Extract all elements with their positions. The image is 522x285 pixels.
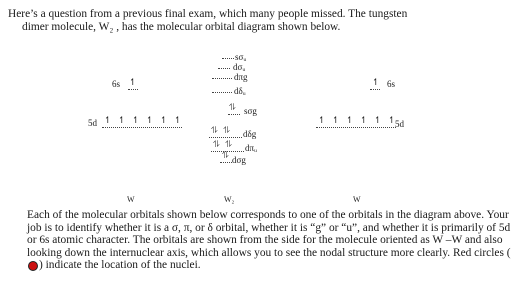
ssigma-g-electrons: ⥮ xyxy=(229,103,236,113)
dsigma-g-electrons: ⥮ xyxy=(222,151,229,161)
ddelta-g-electrons: ⥮ ⥮ xyxy=(211,126,230,136)
right-6s-level xyxy=(370,89,380,90)
mo-dpi-u-label: dπᵤ xyxy=(245,143,257,153)
nucleus-red-circle-icon xyxy=(28,261,38,271)
bottom-w-left: W xyxy=(127,195,135,204)
right-6s-label: 6s xyxy=(387,79,396,89)
intro-line-2: dimer molecule, W₂ , has the molecular orbital diagram shown below. xyxy=(22,20,341,33)
mo-level-dsigma-u xyxy=(218,68,230,69)
question-body xyxy=(27,209,519,272)
question-intro xyxy=(8,8,518,33)
mo-level-ssigma-u xyxy=(222,58,234,59)
right-6s-electron: ↿ xyxy=(372,78,380,88)
left-6s-level xyxy=(128,89,138,90)
left-6s-electron: ↿ xyxy=(129,78,137,88)
right-5d-label: 5d xyxy=(395,119,404,129)
dpi-u-electrons: ⥮ ⥮ xyxy=(213,140,232,150)
mo-ddelta-g-label: dδg xyxy=(243,129,257,139)
body-text: Each of the molecular orbitals shown below corresponds to one of the orbitals in the diagram above. Your job is to identify whether it is a σ, π, or δ orbital, whether it is “g” or “u”, and whether it is primarily of 5d or 6s atomic character. The orbitals are shown from the side for the molecule oriented as W –W and also looking down the internuclear axis, which allows you to see the nodal structure more clearly. Red circles ( xyxy=(27,209,511,259)
left-6s-label: 6s xyxy=(112,79,121,89)
mo-ddelta-u-label: dδᵤ xyxy=(234,86,246,96)
mo-level-dsigma-g xyxy=(220,162,232,163)
mo-level-ddelta-g xyxy=(209,137,242,138)
bottom-w2-center: W₂ xyxy=(224,195,235,204)
mo-level-ddelta-u xyxy=(212,92,232,93)
body-text-end: ) indicate the location of the nuclei. xyxy=(39,259,201,272)
mo-dpi-g-label: dπg xyxy=(234,72,248,82)
bottom-w-right: W xyxy=(353,195,361,204)
mo-ssigma-u-label: sσᵤ xyxy=(235,52,247,62)
mo-dsigma-g-label: dσg xyxy=(232,155,246,165)
mo-level-dpi-g xyxy=(212,78,232,79)
mo-dsigma-u-label: dσᵤ xyxy=(233,62,246,72)
mo-level-ssigma-g xyxy=(228,114,240,115)
left-5d-label: 5d xyxy=(88,118,97,128)
mo-ssigma-g-label: sσg xyxy=(244,106,257,116)
intro-line-1: Here’s a question from a previous final exam, which many people missed. The tungsten xyxy=(8,8,408,20)
